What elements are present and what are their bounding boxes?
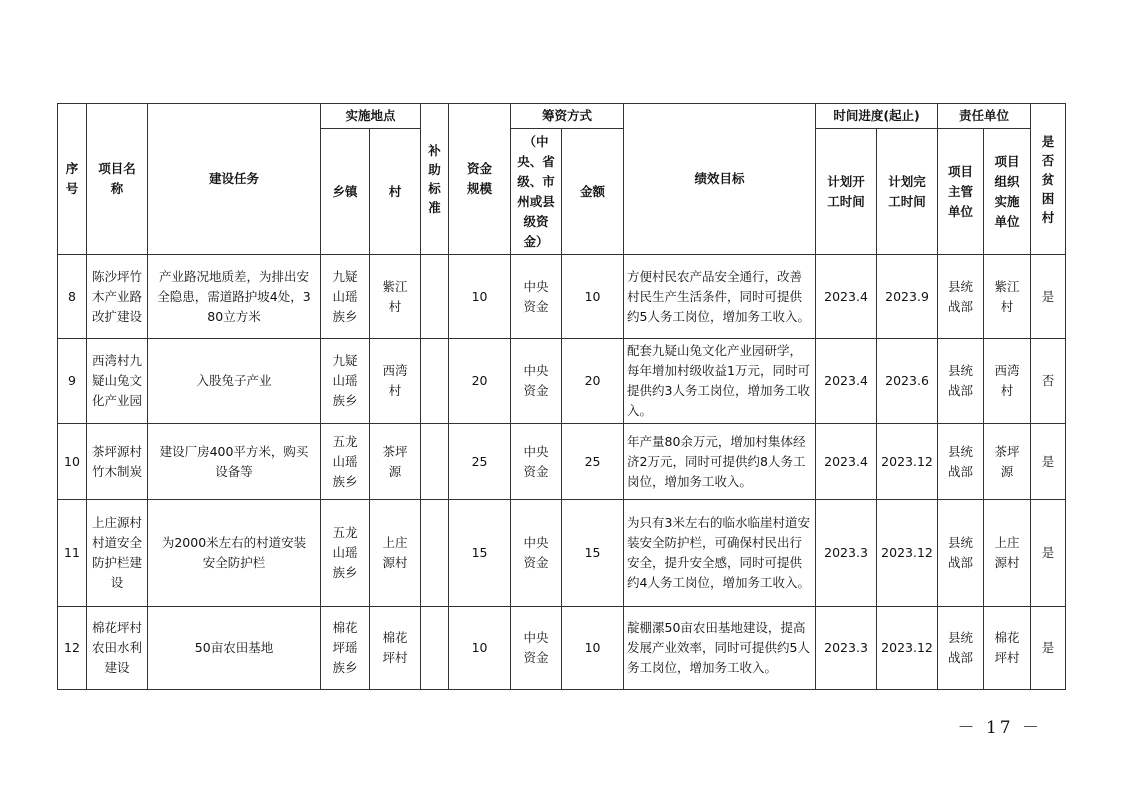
- cell-seq: 8: [58, 255, 87, 339]
- table-row: [58, 339, 1066, 424]
- cell-executor: 上庄源村: [984, 500, 1031, 607]
- table-header: [58, 104, 1066, 255]
- cell-subsidy: [421, 339, 449, 424]
- cell-name: 上庄源村村道安全防护栏建设: [87, 500, 148, 607]
- header-amount: 金额: [562, 129, 624, 255]
- cell-task: 建设厂房400平方米，购买设备等: [148, 424, 321, 500]
- cell-end: 2023.12: [877, 500, 938, 607]
- cell-source: 中央资金: [511, 255, 562, 339]
- header-responsible: 责任单位: [938, 104, 1031, 129]
- cell-supervisor: 县统战部: [938, 255, 984, 339]
- cell-scale: 10: [449, 607, 511, 690]
- cell-amount: 10: [562, 255, 624, 339]
- cell-name: 陈沙坪竹木产业路改扩建设: [87, 255, 148, 339]
- header-subsidy: 补助标准: [421, 104, 449, 255]
- table-row: [58, 424, 1066, 500]
- cell-goal: 靛棚漯50亩农田基地建设，提高发展产业效率，同时可提供约5人务工岗位，增加务工收入。: [624, 607, 816, 690]
- cell-start: 2023.4: [816, 424, 877, 500]
- cell-end: 2023.12: [877, 607, 938, 690]
- cell-executor: 西湾村: [984, 339, 1031, 424]
- cell-village: 上庄源村: [370, 500, 421, 607]
- cell-scale: 25: [449, 424, 511, 500]
- table-row: [58, 500, 1066, 607]
- header-supervisor: 项目主管单位: [938, 129, 984, 255]
- page-number: － 17 －: [957, 718, 1042, 738]
- header-start: 计划开工时间: [816, 129, 877, 255]
- header-village: 村: [370, 129, 421, 255]
- cell-village: 紫江村: [370, 255, 421, 339]
- cell-amount: 15: [562, 500, 624, 607]
- cell-village: 棉花坪村: [370, 607, 421, 690]
- cell-seq: 11: [58, 500, 87, 607]
- cell-goal: 年产量80余万元，增加村集体经济2万元，同时可提供约8人务工岗位，增加务工收入。: [624, 424, 816, 500]
- cell-executor: 茶坪源: [984, 424, 1031, 500]
- header-end: 计划完工时间: [877, 129, 938, 255]
- cell-goal: 方便村民农产品安全通行，改善村民生产生活条件，同时可提供约5人务工岗位，增加务工收入。: [624, 255, 816, 339]
- cell-supervisor: 县统战部: [938, 607, 984, 690]
- header-executor: 项目组织实施单位: [984, 129, 1031, 255]
- cell-amount: 25: [562, 424, 624, 500]
- cell-executor: 棉花坪村: [984, 607, 1031, 690]
- cell-source: 中央资金: [511, 424, 562, 500]
- table-row: [58, 607, 1066, 690]
- header-schedule: 时间进度(起止): [816, 104, 938, 129]
- cell-task: 产业路况地质差，为排出安全隐患，需道路护坡4处，380立方米: [148, 255, 321, 339]
- cell-supervisor: 县统战部: [938, 424, 984, 500]
- cell-supervisor: 县统战部: [938, 500, 984, 607]
- cell-task: 为2000米左右的村道安装安全防护栏: [148, 500, 321, 607]
- cell-end: 2023.9: [877, 255, 938, 339]
- cell-end: 2023.12: [877, 424, 938, 500]
- header-township: 乡镇: [321, 129, 370, 255]
- cell-township: 棉花坪瑶族乡: [321, 607, 370, 690]
- cell-poor: 否: [1031, 339, 1066, 424]
- header-funding-source: （中央、省级、市州或县级资金）: [511, 129, 562, 255]
- cell-name: 西湾村九疑山兔文化产业园: [87, 339, 148, 424]
- cell-township: 五龙山瑶族乡: [321, 424, 370, 500]
- cell-poor: 是: [1031, 424, 1066, 500]
- cell-start: 2023.3: [816, 607, 877, 690]
- cell-source: 中央资金: [511, 607, 562, 690]
- cell-start: 2023.3: [816, 500, 877, 607]
- table-row: [58, 255, 1066, 339]
- cell-amount: 10: [562, 607, 624, 690]
- cell-name: 茶坪源村竹木制炭: [87, 424, 148, 500]
- cell-executor: 紫江村: [984, 255, 1031, 339]
- cell-scale: 10: [449, 255, 511, 339]
- cell-subsidy: [421, 607, 449, 690]
- cell-poor: 是: [1031, 500, 1066, 607]
- cell-poor: 是: [1031, 255, 1066, 339]
- cell-scale: 20: [449, 339, 511, 424]
- cell-task: 入股兔子产业: [148, 339, 321, 424]
- cell-start: 2023.4: [816, 255, 877, 339]
- cell-township: 九疑山瑶族乡: [321, 255, 370, 339]
- cell-village: 西湾村: [370, 339, 421, 424]
- header-goal: 绩效目标: [624, 104, 816, 255]
- cell-supervisor: 县统战部: [938, 339, 984, 424]
- cell-source: 中央资金: [511, 500, 562, 607]
- cell-source: 中央资金: [511, 339, 562, 424]
- header-name: 项目名称: [87, 104, 148, 255]
- cell-seq: 12: [58, 607, 87, 690]
- header-scale: 资金规模: [449, 104, 511, 255]
- cell-task: 50亩农田基地: [148, 607, 321, 690]
- header-location: 实施地点: [321, 104, 421, 129]
- header-funding: 筹资方式: [511, 104, 624, 129]
- cell-subsidy: [421, 255, 449, 339]
- cell-subsidy: [421, 500, 449, 607]
- cell-start: 2023.4: [816, 339, 877, 424]
- cell-end: 2023.6: [877, 339, 938, 424]
- cell-seq: 9: [58, 339, 87, 424]
- cell-goal: 为只有3米左右的临水临崖村道安装安全防护栏，可确保村民出行安全，提升安全感，同时可提供约4人务工岗位，增加务工收入。: [624, 500, 816, 607]
- project-table: [57, 103, 1066, 690]
- cell-name: 棉花坪村农田水利建设: [87, 607, 148, 690]
- cell-amount: 20: [562, 339, 624, 424]
- cell-township: 九疑山瑶族乡: [321, 339, 370, 424]
- cell-township: 五龙山瑶族乡: [321, 500, 370, 607]
- header-poor-village: 是否贫困村: [1031, 104, 1066, 255]
- header-seq: 序号: [58, 104, 87, 255]
- cell-goal: 配套九疑山兔文化产业园研学，每年增加村级收益1万元，同时可提供约3人务工岗位，增加务工收入。: [624, 339, 816, 424]
- cell-scale: 15: [449, 500, 511, 607]
- cell-village: 茶坪源: [370, 424, 421, 500]
- cell-seq: 10: [58, 424, 87, 500]
- cell-subsidy: [421, 424, 449, 500]
- cell-poor: 是: [1031, 607, 1066, 690]
- header-task: 建设任务: [148, 104, 321, 255]
